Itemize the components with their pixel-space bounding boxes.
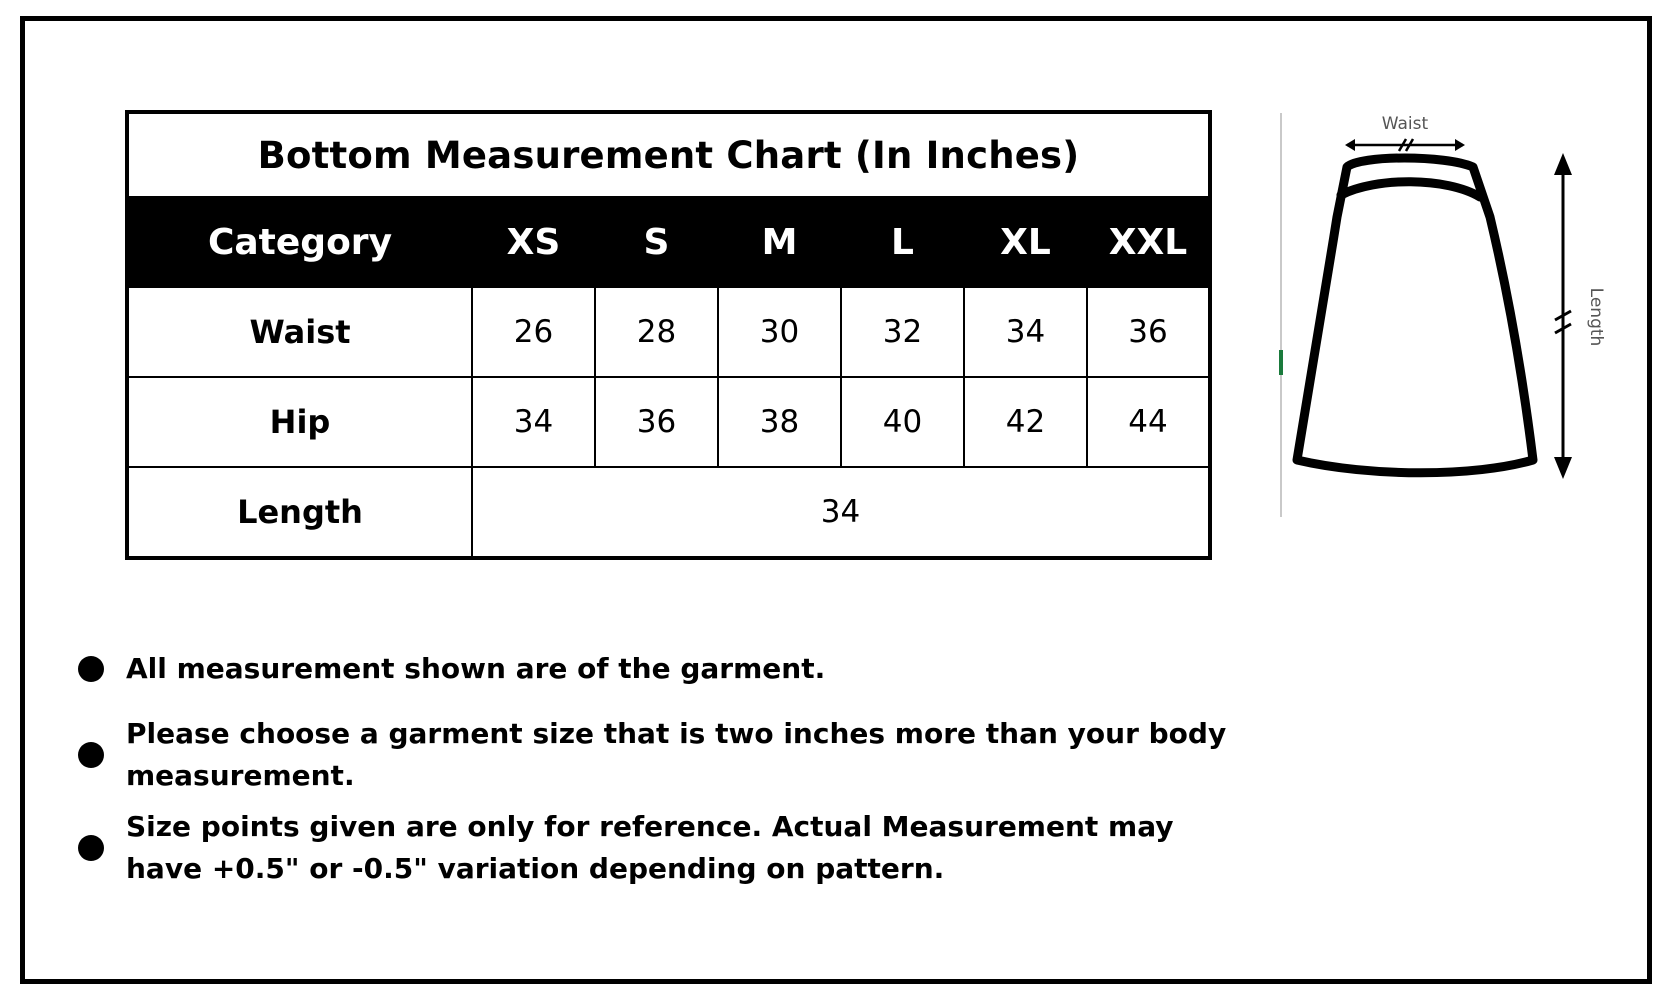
skirt-illustration [1275,105,1615,525]
note-text-1: All measurement shown are of the garment. [126,652,826,685]
hip-l: 40 [841,377,964,467]
column-header-xl: XL [964,197,1087,287]
waist-s: 28 [595,287,718,377]
row-label-length: Length [127,467,472,558]
table-row [127,467,1210,558]
waist-label: Waist [1381,114,1429,134]
table-title-row [127,112,1210,197]
column-header-category: Category [127,197,472,287]
table-row [127,377,1210,467]
hip-xs: 34 [472,377,595,467]
waist-l: 32 [841,287,964,377]
row-label-hip: Hip [127,377,472,467]
hip-s: 36 [595,377,718,467]
measurement-table [125,110,1212,560]
waist-xl: 34 [964,287,1087,377]
column-header-s: S [595,197,718,287]
length-label: Length [1586,287,1606,347]
note-item [78,648,1258,691]
row-label-waist: Waist [127,287,472,377]
column-header-l: L [841,197,964,287]
skirt-body-outline [1297,158,1533,473]
waist-m: 30 [718,287,841,377]
table-row [127,287,1210,377]
column-header-xxl: XXL [1087,197,1210,287]
chart-title: Bottom Measurement Chart (In Inches) [127,112,1210,197]
column-header-xs: XS [472,197,595,287]
waist-xxl: 36 [1087,287,1210,377]
bullet-icon [78,742,104,768]
note-item [78,806,1258,891]
hip-m: 38 [718,377,841,467]
hip-xxl: 44 [1087,377,1210,467]
column-header-m: M [718,197,841,287]
table-header-row [127,197,1210,287]
note-text-3: Size points given are only for reference. Actual Measurement may have +0.5" or -0.5" variation depending on pattern. [126,809,1174,886]
notes-list [78,648,1258,913]
length-all-sizes: 34 [472,467,1210,558]
measurement-chart-container [125,110,1210,560]
waist-xs: 26 [472,287,595,377]
hip-xl: 42 [964,377,1087,467]
bullet-icon [78,656,104,682]
bullet-icon [78,835,104,861]
note-item [78,713,1258,798]
note-text-2: Please choose a garment size that is two inches more than your body measurement. [126,716,1227,793]
